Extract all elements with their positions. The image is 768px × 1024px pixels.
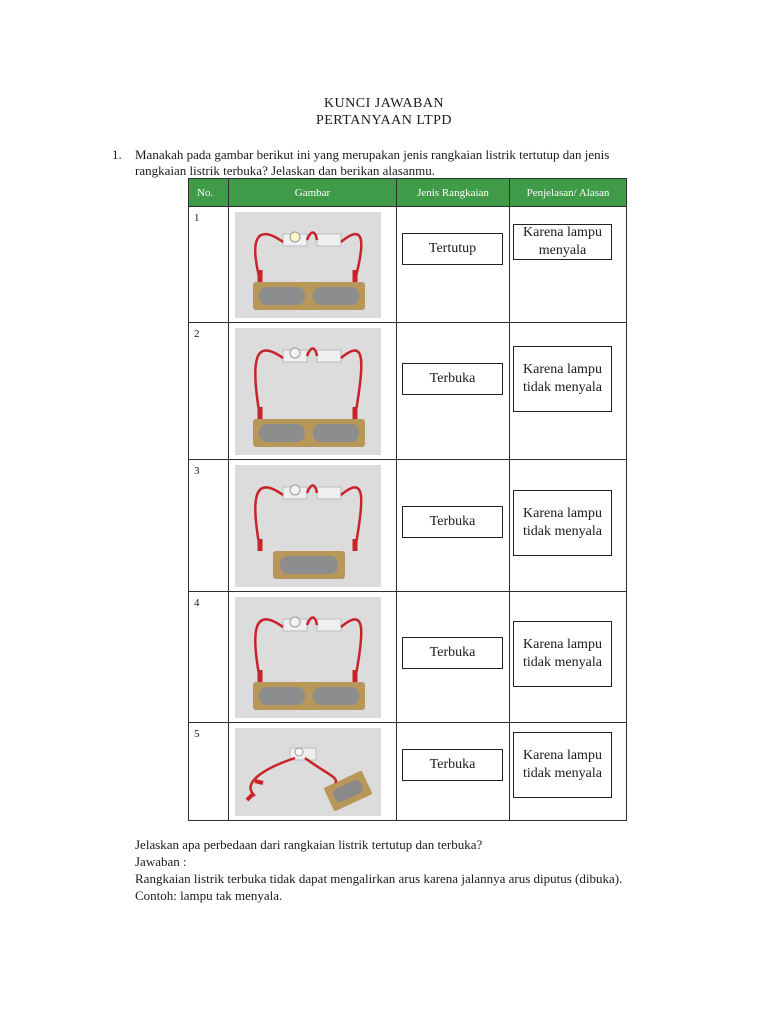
table-row <box>189 207 627 323</box>
cell-gambar <box>229 323 397 460</box>
table-row <box>189 323 627 460</box>
jenis-box: Tertutup <box>402 233 503 265</box>
cell-no <box>189 723 229 821</box>
circuit-photo <box>235 597 381 718</box>
alasan-box: Karena lampu tidak menyala <box>513 490 612 556</box>
cell-jenis <box>397 592 510 723</box>
row-number: 5 <box>194 728 200 740</box>
cell-jenis <box>397 460 510 592</box>
cell-alasan <box>510 207 627 323</box>
row-number: 1 <box>194 212 200 224</box>
document-title: KUNCI JAWABAN <box>323 96 445 111</box>
header-no: No. <box>189 179 229 207</box>
document-subtitle: PERTANYAAN LTPD <box>315 113 453 128</box>
cell-no <box>189 592 229 723</box>
question-text: Manakah pada gambar berikut ini yang merupakan jenis rangkaian listrik tertutup dan jenis rangkaian listrik terbuka? Jelaskan dan berikan alasanmu. <box>135 147 610 178</box>
circuit-photo <box>235 328 381 455</box>
cell-alasan <box>510 460 627 592</box>
table-row <box>189 592 627 723</box>
row-number: 2 <box>194 328 200 340</box>
question-number: 1. <box>112 147 122 162</box>
circuit-photo <box>235 465 381 587</box>
cell-jenis <box>397 323 510 460</box>
cell-no <box>189 460 229 592</box>
row-number: 3 <box>194 465 200 477</box>
cell-alasan <box>510 323 627 460</box>
header-jenis: Jenis Rangkaian <box>397 179 510 207</box>
jenis-box: Terbuka <box>402 506 503 538</box>
cell-gambar <box>229 592 397 723</box>
cell-alasan <box>510 592 627 723</box>
answer-table <box>188 178 627 821</box>
cell-jenis <box>397 207 510 323</box>
cell-gambar <box>229 207 397 323</box>
alasan-box: Karena lampu tidak menyala <box>513 621 612 687</box>
circuit-photo <box>235 212 381 318</box>
table-row <box>189 723 627 821</box>
circuit-photo <box>235 728 381 816</box>
table-row <box>189 460 627 592</box>
alasan-box: Karena lampu tidak menyala <box>513 346 612 412</box>
answer-text: Rangkaian listrik terbuka tidak dapat mengalirkan arus karena jalannya arus diputus (dibuka). Contoh: lampu tak menyala. <box>135 871 623 903</box>
cell-no <box>189 207 229 323</box>
jenis-box: Terbuka <box>402 637 503 669</box>
alasan-box: Karena lampu tidak menyala <box>513 732 612 798</box>
jenis-box: Terbuka <box>402 749 503 781</box>
alasan-box: Karena lampu menyala <box>513 224 612 260</box>
cell-jenis <box>397 723 510 821</box>
followup-question: Jelaskan apa perbedaan dari rangkaian listrik tertutup dan terbuka? <box>135 837 483 852</box>
cell-gambar <box>229 460 397 592</box>
cell-alasan <box>510 723 627 821</box>
jenis-box: Terbuka <box>402 363 503 395</box>
table-header-row <box>189 179 627 207</box>
cell-gambar <box>229 723 397 821</box>
answer-label: Jawaban : <box>135 854 187 869</box>
header-penjelasan: Penjelasan/ Alasan <box>510 179 627 207</box>
cell-no <box>189 323 229 460</box>
header-gambar: Gambar <box>229 179 397 207</box>
row-number: 4 <box>194 597 200 609</box>
